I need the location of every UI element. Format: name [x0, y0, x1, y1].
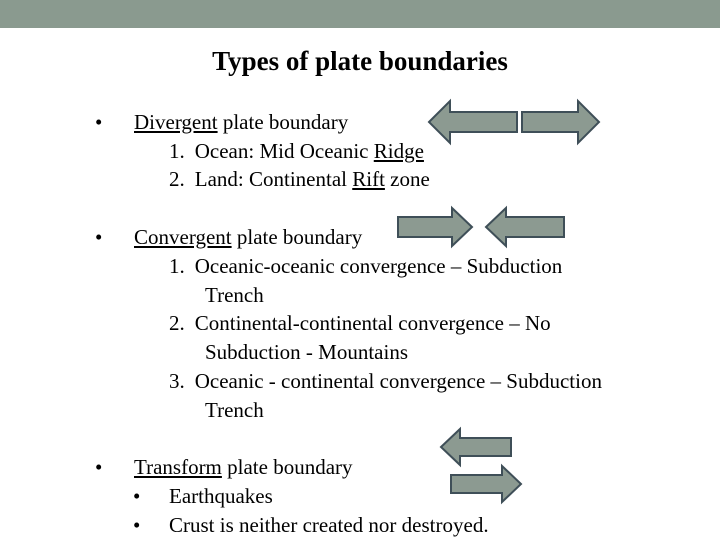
sub-bullet: •: [133, 513, 141, 537]
right-arrow-icon: [397, 207, 473, 247]
rift-link[interactable]: Rift: [352, 167, 385, 191]
left-arrow-icon: [485, 207, 565, 247]
convergent-heading: Convergent plate boundary: [134, 225, 363, 249]
convergent-link[interactable]: Convergent: [134, 225, 232, 249]
convergent-item-3-cont: Trench: [205, 398, 264, 422]
divergent-item-2: 2. Land: Continental Rift zone: [169, 167, 430, 191]
convergent-item-1: 1. Oceanic-oceanic convergence – Subduction: [169, 254, 563, 278]
divergent-link[interactable]: Divergent: [134, 110, 218, 134]
transform-link[interactable]: Transform: [134, 455, 222, 479]
divergent-item-1: 1. Ocean: Mid Oceanic Ridge: [169, 139, 424, 163]
transform-item-1: Earthquakes: [169, 484, 273, 508]
convergent-item-3: 3. Oceanic - continental convergence – Subduction: [169, 369, 602, 393]
bullet-convergent: •: [95, 225, 103, 249]
top-accent-bar: [0, 0, 720, 28]
bullet-divergent: •: [95, 110, 103, 134]
left-arrow-icon: [428, 100, 518, 144]
ridge-link[interactable]: Ridge: [373, 139, 424, 163]
convergent-item-1-cont: Trench: [205, 283, 264, 307]
divergent-heading: Divergent plate boundary: [134, 110, 349, 134]
transform-item-2: Crust is neither created nor destroyed.: [169, 513, 489, 537]
transform-heading: Transform plate boundary: [134, 455, 353, 479]
right-arrow-icon: [521, 100, 600, 144]
left-arrow-icon: [440, 428, 512, 466]
bullet-transform: •: [95, 455, 103, 479]
convergent-item-2: 2. Continental-continental convergence – No: [169, 311, 551, 335]
convergent-item-2-cont: Subduction - Mountains: [205, 340, 408, 364]
right-arrow-icon: [450, 465, 522, 503]
sub-bullet: •: [133, 484, 141, 508]
slide-title: Types of plate boundaries: [212, 46, 508, 76]
